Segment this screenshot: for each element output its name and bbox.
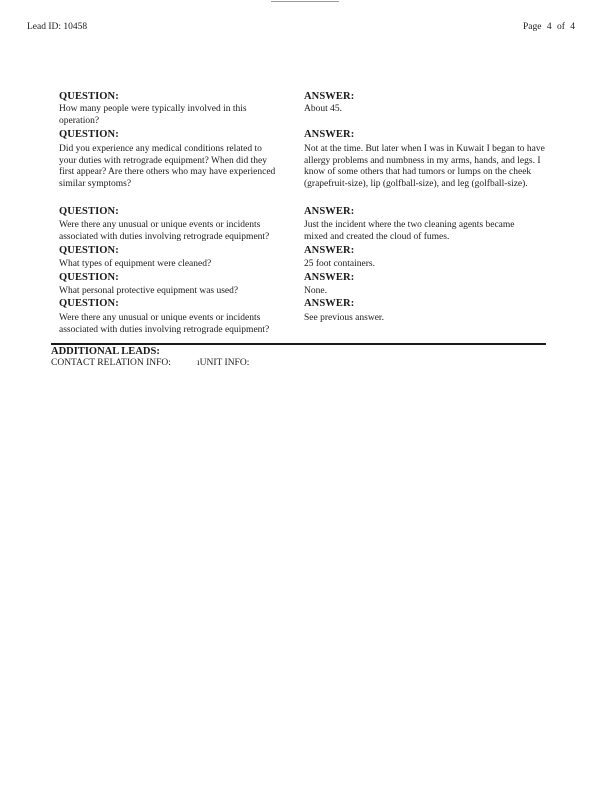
answer-text: See previous answer. (304, 313, 384, 323)
answer-label: ANSWER: (304, 245, 355, 256)
additional-leads-title: ADDITIONAL LEADS: (51, 346, 160, 357)
answer-label: ANSWER: (304, 129, 355, 140)
question-text: What types of equipment were cleaned? (59, 259, 212, 269)
answer-text: About 45. (304, 104, 342, 114)
page-indicator (523, 22, 578, 32)
question-label: QUESTION: (59, 206, 119, 217)
question-label: QUESTION: (59, 129, 119, 140)
page-total: 4 (570, 22, 576, 32)
top-divider (271, 1, 339, 2)
question-label: QUESTION: (59, 272, 119, 283)
question-text: What personal protective equipment was used? (59, 286, 239, 296)
answer-label: ANSWER: (304, 206, 355, 217)
answer-label: ANSWER: (304, 298, 355, 309)
question-label: QUESTION: (59, 298, 119, 309)
question-text: Did you experience any medical conditions related to your duties with retrograde equipment? When did they first appear? Are there others who may have experienced similar symptoms? (59, 144, 276, 189)
question-label: QUESTION: (59, 91, 119, 102)
question-text: Were there any unusual or unique events or incidents associated with duties involving retrograde equipment? (59, 220, 270, 242)
unit-info: ıUNIT INFO: (197, 358, 250, 368)
answer-label: ANSWER: (304, 91, 355, 102)
section-divider (51, 343, 546, 345)
page-word: Page (523, 22, 542, 32)
answer-text: None. (304, 286, 327, 296)
of-word: of (556, 22, 565, 32)
lead-id: Lead ID: 10458 (27, 22, 88, 32)
answer-text: Just the incident where the two cleaning agents became mixed and created the cloud of fumes. (304, 220, 515, 242)
page-number: 4 (546, 22, 552, 32)
question-text: Were there any unusual or unique events or incidents associated with duties involving retrograde equipment? (59, 313, 270, 335)
question-label: QUESTION: (59, 245, 119, 256)
answer-label: ANSWER: (304, 272, 355, 283)
contact-relation-info: CONTACT RELATION INFO: (51, 358, 171, 368)
answer-text: Not at the time. But later when I was in Kuwait I began to have allergy problems and numbness in my arms, hands, and legs. I know of some others that had tumors or lumps on the cheek (grapefruit-size), lip (golfball-size), and leg (golfball-size). (304, 144, 545, 189)
question-text: How many people were typically involved in this operation? (59, 104, 247, 126)
answer-text: 25 foot containers. (304, 259, 375, 269)
